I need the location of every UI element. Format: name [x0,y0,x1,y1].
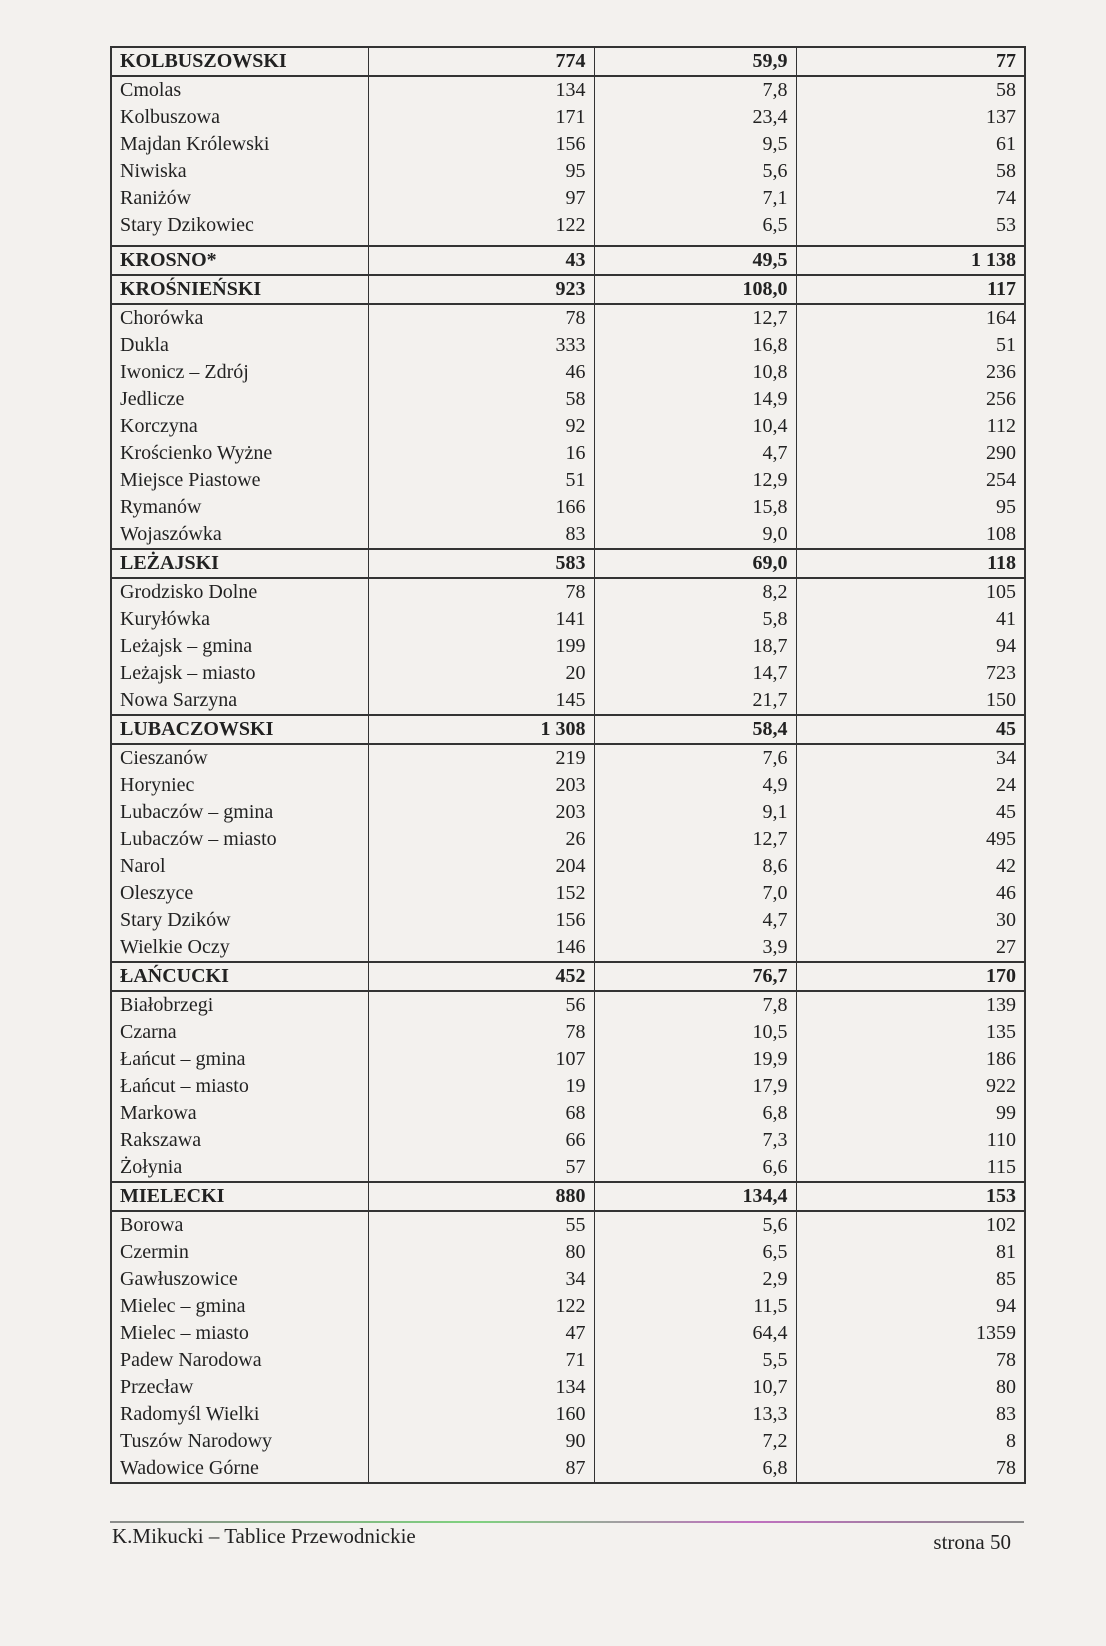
spacer-cell [111,239,368,246]
commune-value-1: 156 [368,131,594,158]
commune-name: Wielkie Oczy [111,934,368,962]
commune-name: Leżajsk – miasto [111,660,368,687]
commune-name: Cmolas [111,76,368,104]
county-row [111,715,1025,744]
county-value-1: 774 [368,47,594,76]
commune-row [111,934,1025,962]
spacer-cell [594,239,796,246]
commune-value-2: 6,5 [594,212,796,239]
commune-row [111,76,1025,104]
commune-value-1: 16 [368,440,594,467]
commune-value-2: 6,5 [594,1239,796,1266]
commune-row [111,660,1025,687]
commune-name: Dukla [111,332,368,359]
commune-name: Krościenko Wyżne [111,440,368,467]
commune-value-2: 14,7 [594,660,796,687]
commune-value-3: 254 [796,467,1025,494]
county-name: KOLBUSZOWSKI [111,47,368,76]
commune-value-3: 139 [796,991,1025,1019]
commune-value-1: 80 [368,1239,594,1266]
commune-value-2: 10,7 [594,1374,796,1401]
commune-value-2: 10,5 [594,1019,796,1046]
county-value-2: 59,9 [594,47,796,76]
commune-value-1: 122 [368,1293,594,1320]
commune-row [111,1046,1025,1073]
commune-value-2: 7,2 [594,1428,796,1455]
commune-name: Czarna [111,1019,368,1046]
commune-value-2: 21,7 [594,687,796,715]
commune-row [111,185,1025,212]
commune-name: Gawłuszowice [111,1266,368,1293]
county-value-2: 58,4 [594,715,796,744]
commune-value-1: 66 [368,1127,594,1154]
commune-row [111,880,1025,907]
commune-value-3: 45 [796,799,1025,826]
county-row [111,1182,1025,1211]
commune-name: Horyniec [111,772,368,799]
commune-value-3: 95 [796,494,1025,521]
county-value-2: 108,0 [594,275,796,304]
commune-row [111,521,1025,549]
commune-value-2: 6,6 [594,1154,796,1182]
commune-value-1: 90 [368,1428,594,1455]
commune-value-1: 87 [368,1455,594,1483]
commune-value-1: 203 [368,799,594,826]
county-row [111,246,1025,275]
footer-author: K.Mikucki – Tablice Przewodnickie [112,1524,416,1548]
spacer-row [111,239,1025,246]
county-value-2: 134,4 [594,1182,796,1211]
commune-value-1: 204 [368,853,594,880]
commune-value-1: 134 [368,1374,594,1401]
commune-value-3: 61 [796,131,1025,158]
county-value-1: 583 [368,549,594,578]
commune-value-2: 7,3 [594,1127,796,1154]
commune-value-1: 333 [368,332,594,359]
commune-row [111,104,1025,131]
county-value-1: 452 [368,962,594,991]
commune-row [111,1455,1025,1483]
commune-name: Mielec – miasto [111,1320,368,1347]
commune-name: Wadowice Górne [111,1455,368,1483]
county-name: LEŻAJSKI [111,549,368,578]
commune-value-3: 30 [796,907,1025,934]
commune-value-1: 71 [368,1347,594,1374]
commune-name: Oleszyce [111,880,368,907]
county-value-3: 170 [796,962,1025,991]
commune-row [111,304,1025,332]
county-value-3: 117 [796,275,1025,304]
commune-value-3: 290 [796,440,1025,467]
commune-value-1: 57 [368,1154,594,1182]
commune-value-1: 95 [368,158,594,185]
commune-name: Czermin [111,1239,368,1266]
commune-value-3: 135 [796,1019,1025,1046]
commune-value-3: 51 [796,332,1025,359]
commune-value-1: 58 [368,386,594,413]
commune-value-2: 9,5 [594,131,796,158]
county-value-3: 77 [796,47,1025,76]
commune-row [111,1347,1025,1374]
commune-value-3: 108 [796,521,1025,549]
county-value-3: 153 [796,1182,1025,1211]
commune-value-2: 7,1 [594,185,796,212]
county-value-2: 76,7 [594,962,796,991]
commune-value-1: 92 [368,413,594,440]
commune-name: Białobrzegi [111,991,368,1019]
commune-value-1: 78 [368,304,594,332]
commune-name: Korczyna [111,413,368,440]
commune-value-3: 78 [796,1347,1025,1374]
commune-name: Tuszów Narodowy [111,1428,368,1455]
commune-value-2: 4,9 [594,772,796,799]
commune-row [111,853,1025,880]
commune-value-1: 34 [368,1266,594,1293]
commune-name: Leżajsk – gmina [111,633,368,660]
commune-name: Rakszawa [111,1127,368,1154]
commune-value-3: 256 [796,386,1025,413]
commune-row [111,158,1025,185]
commune-value-3: 41 [796,606,1025,633]
commune-value-3: 46 [796,880,1025,907]
commune-name: Lubaczów – miasto [111,826,368,853]
commune-value-1: 171 [368,104,594,131]
commune-value-2: 9,1 [594,799,796,826]
commune-row [111,440,1025,467]
commune-value-1: 203 [368,772,594,799]
commune-value-1: 83 [368,521,594,549]
commune-value-2: 14,9 [594,386,796,413]
commune-name: Stary Dzików [111,907,368,934]
commune-value-2: 10,8 [594,359,796,386]
spacer-cell [368,239,594,246]
footer-divider [110,1521,1024,1523]
commune-value-2: 18,7 [594,633,796,660]
commune-value-3: 723 [796,660,1025,687]
commune-row [111,606,1025,633]
commune-value-3: 236 [796,359,1025,386]
commune-value-1: 199 [368,633,594,660]
commune-value-1: 152 [368,880,594,907]
commune-name: Przecław [111,1374,368,1401]
commune-name: Raniżów [111,185,368,212]
commune-name: Kolbuszowa [111,104,368,131]
commune-row [111,1374,1025,1401]
commune-value-2: 8,2 [594,578,796,606]
commune-value-3: 94 [796,633,1025,660]
commune-value-3: 58 [796,76,1025,104]
commune-value-2: 5,8 [594,606,796,633]
commune-value-2: 7,8 [594,76,796,104]
commune-value-2: 4,7 [594,440,796,467]
commune-name: Łańcut – gmina [111,1046,368,1073]
spacer-cell [796,239,1025,246]
commune-row [111,1401,1025,1428]
commune-value-2: 3,9 [594,934,796,962]
commune-row [111,212,1025,239]
commune-value-2: 7,8 [594,991,796,1019]
commune-value-1: 55 [368,1211,594,1239]
commune-value-2: 12,7 [594,304,796,332]
commune-row [111,467,1025,494]
commune-value-1: 26 [368,826,594,853]
commune-value-2: 8,6 [594,853,796,880]
commune-row [111,332,1025,359]
commune-row [111,1019,1025,1046]
commune-value-2: 23,4 [594,104,796,131]
commune-name: Padew Narodowa [111,1347,368,1374]
county-value-2: 49,5 [594,246,796,275]
commune-row [111,907,1025,934]
commune-row [111,386,1025,413]
county-row [111,275,1025,304]
commune-row [111,1073,1025,1100]
commune-name: Jedlicze [111,386,368,413]
commune-value-3: 105 [796,578,1025,606]
commune-row [111,991,1025,1019]
commune-row [111,799,1025,826]
page-number: strona 50 [933,1530,1011,1554]
commune-name: Iwonicz – Zdrój [111,359,368,386]
commune-value-2: 17,9 [594,1073,796,1100]
commune-name: Narol [111,853,368,880]
commune-name: Nowa Sarzyna [111,687,368,715]
commune-row [111,1320,1025,1347]
commune-value-3: 102 [796,1211,1025,1239]
county-row [111,962,1025,991]
commune-name: Kuryłówka [111,606,368,633]
county-value-3: 118 [796,549,1025,578]
county-row [111,47,1025,76]
commune-value-2: 13,3 [594,1401,796,1428]
commune-value-1: 68 [368,1100,594,1127]
commune-row [111,359,1025,386]
commune-value-3: 80 [796,1374,1025,1401]
commune-value-1: 47 [368,1320,594,1347]
commune-value-2: 11,5 [594,1293,796,1320]
commune-value-1: 146 [368,934,594,962]
commune-value-3: 922 [796,1073,1025,1100]
commune-row [111,772,1025,799]
commune-value-1: 122 [368,212,594,239]
commune-value-3: 112 [796,413,1025,440]
commune-value-3: 81 [796,1239,1025,1266]
commune-name: Markowa [111,1100,368,1127]
commune-value-2: 10,4 [594,413,796,440]
commune-name: Mielec – gmina [111,1293,368,1320]
county-name: MIELECKI [111,1182,368,1211]
commune-value-2: 6,8 [594,1100,796,1127]
county-name: KROSNO* [111,246,368,275]
commune-value-3: 42 [796,853,1025,880]
commune-name: Chorówka [111,304,368,332]
commune-value-1: 166 [368,494,594,521]
county-name: ŁAŃCUCKI [111,962,368,991]
commune-value-1: 141 [368,606,594,633]
commune-value-2: 5,6 [594,158,796,185]
commune-value-3: 85 [796,1266,1025,1293]
county-row [111,549,1025,578]
commune-value-2: 7,6 [594,744,796,772]
commune-row [111,413,1025,440]
commune-value-3: 495 [796,826,1025,853]
commune-row [111,826,1025,853]
commune-value-1: 160 [368,1401,594,1428]
commune-row [111,1127,1025,1154]
commune-name: Grodzisko Dolne [111,578,368,606]
commune-value-3: 24 [796,772,1025,799]
commune-name: Cieszanów [111,744,368,772]
commune-row [111,744,1025,772]
commune-value-1: 134 [368,76,594,104]
county-name: KROŚNIEŃSKI [111,275,368,304]
commune-row [111,1239,1025,1266]
commune-value-1: 78 [368,578,594,606]
commune-value-3: 83 [796,1401,1025,1428]
commune-value-3: 150 [796,687,1025,715]
commune-value-3: 115 [796,1154,1025,1182]
commune-value-1: 145 [368,687,594,715]
commune-value-2: 64,4 [594,1320,796,1347]
commune-row [111,131,1025,158]
commune-name: Niwiska [111,158,368,185]
commune-value-1: 20 [368,660,594,687]
commune-name: Miejsce Piastowe [111,467,368,494]
commune-row [111,1293,1025,1320]
commune-value-2: 7,0 [594,880,796,907]
commune-value-2: 12,9 [594,467,796,494]
commune-value-2: 16,8 [594,332,796,359]
commune-row [111,687,1025,715]
commune-value-1: 156 [368,907,594,934]
commune-value-3: 53 [796,212,1025,239]
commune-value-3: 27 [796,934,1025,962]
commune-row [111,1266,1025,1293]
county-value-1: 880 [368,1182,594,1211]
commune-value-2: 19,9 [594,1046,796,1073]
commune-row [111,1154,1025,1182]
commune-value-1: 107 [368,1046,594,1073]
commune-value-3: 34 [796,744,1025,772]
commune-value-1: 219 [368,744,594,772]
commune-name: Majdan Królewski [111,131,368,158]
commune-name: Łańcut – miasto [111,1073,368,1100]
commune-value-3: 58 [796,158,1025,185]
commune-row [111,1428,1025,1455]
commune-name: Borowa [111,1211,368,1239]
commune-value-2: 2,9 [594,1266,796,1293]
commune-name: Żołynia [111,1154,368,1182]
commune-name: Wojaszówka [111,521,368,549]
county-value-1: 1 308 [368,715,594,744]
commune-value-2: 12,7 [594,826,796,853]
commune-value-2: 5,5 [594,1347,796,1374]
commune-value-3: 110 [796,1127,1025,1154]
commune-value-1: 46 [368,359,594,386]
commune-row [111,494,1025,521]
commune-name: Stary Dzikowiec [111,212,368,239]
commune-row [111,1211,1025,1239]
commune-value-2: 15,8 [594,494,796,521]
commune-value-3: 1359 [796,1320,1025,1347]
commune-value-2: 6,8 [594,1455,796,1483]
county-name: LUBACZOWSKI [111,715,368,744]
commune-value-3: 94 [796,1293,1025,1320]
commune-row [111,633,1025,660]
commune-value-1: 19 [368,1073,594,1100]
commune-name: Radomyśl Wielki [111,1401,368,1428]
commune-value-3: 78 [796,1455,1025,1483]
county-value-3: 45 [796,715,1025,744]
commune-value-2: 9,0 [594,521,796,549]
statistics-table [110,46,1026,1484]
commune-value-1: 78 [368,1019,594,1046]
commune-value-1: 56 [368,991,594,1019]
county-value-1: 43 [368,246,594,275]
commune-name: Rymanów [111,494,368,521]
commune-name: Lubaczów – gmina [111,799,368,826]
commune-value-3: 8 [796,1428,1025,1455]
county-value-3: 1 138 [796,246,1025,275]
commune-value-3: 99 [796,1100,1025,1127]
commune-value-3: 74 [796,185,1025,212]
commune-value-1: 51 [368,467,594,494]
commune-value-3: 164 [796,304,1025,332]
commune-value-3: 137 [796,104,1025,131]
county-value-2: 69,0 [594,549,796,578]
county-value-1: 923 [368,275,594,304]
commune-value-2: 5,6 [594,1211,796,1239]
commune-row [111,578,1025,606]
commune-value-2: 4,7 [594,907,796,934]
commune-value-1: 97 [368,185,594,212]
commune-row [111,1100,1025,1127]
commune-value-3: 186 [796,1046,1025,1073]
